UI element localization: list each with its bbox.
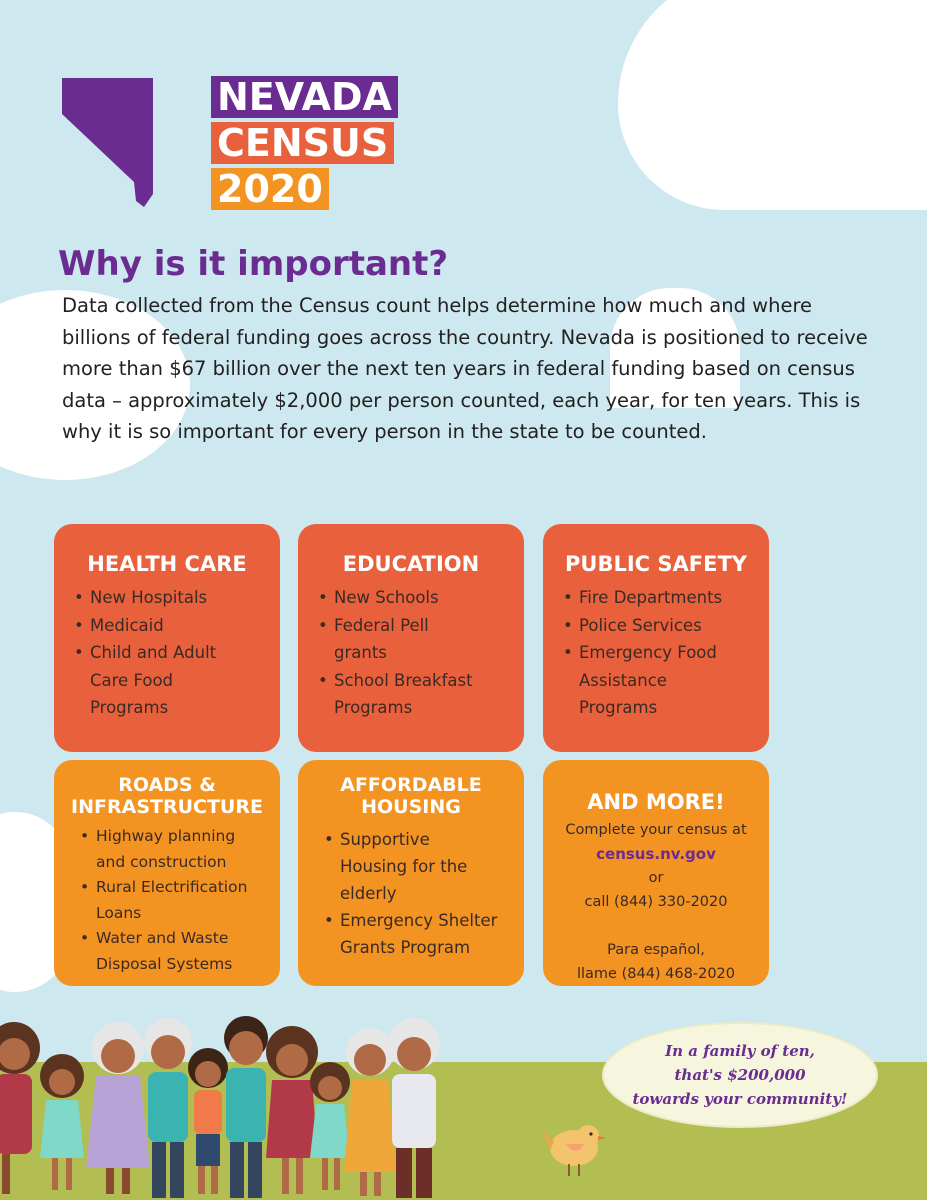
list-item: • New Schools [334, 584, 524, 612]
logo-line-census: CENSUS [211, 122, 394, 164]
spanish-line-1: Para español, [607, 942, 705, 958]
list-item: • School Breakfast Programs [334, 667, 494, 722]
card-education [298, 524, 524, 752]
intro-paragraph: Data collected from the Census count helps determine how much and where billions of federal funding goes across the country. Nevada is positioned to receive more than $67 billion over the next ten years in federal funding based on census data – approximately $2,000 per person counted, each year, for ten years. This is why it is so important for every person in the state to be counted. [62, 294, 868, 443]
card-title: EDUCATION [342, 552, 480, 576]
card-title: PUBLIC SAFETY [565, 552, 747, 576]
person-left-edge [0, 1022, 40, 1194]
list-item: • Fire Departments [579, 584, 769, 612]
card-title [298, 774, 524, 818]
list-item: • New Hospitals [90, 584, 280, 612]
card-list [298, 584, 524, 722]
phone-number: call (844) 330-2020 [584, 894, 728, 910]
card-title [54, 774, 280, 818]
card-title-line: AFFORDABLE [340, 774, 482, 796]
card-title-line: INFRASTRUCTURE [71, 796, 263, 818]
more-or-text: or [648, 870, 664, 886]
card-list [298, 826, 524, 961]
bubble-line-1: In a family of ten, [665, 1042, 815, 1060]
bird-icon [540, 1122, 610, 1178]
card-roads-infrastructure [54, 760, 280, 986]
list-item: • Medicaid [90, 612, 280, 640]
more-complete-text: Complete your census at [565, 822, 747, 838]
person-grandma-orange [344, 1028, 396, 1196]
family-illustration [0, 1008, 450, 1200]
logo-line-nevada: NEVADA [211, 76, 398, 118]
card-health-care [54, 524, 280, 752]
list-item: • Water and Waste Disposal Systems [96, 926, 256, 977]
card-title-line: ROADS & [118, 774, 216, 796]
list-item: • Emergency Shelter Grants Program [340, 907, 510, 961]
bubble-line-3: towards your community! [632, 1090, 848, 1108]
page-heading: Why is it important? [58, 244, 449, 284]
card-affordable-housing [298, 760, 524, 986]
person-girl-teal-2 [310, 1062, 350, 1190]
person-grandpa-teal [144, 1018, 192, 1198]
bubble-line-2: that's $200,000 [674, 1066, 806, 1084]
list-item: • Police Services [579, 612, 769, 640]
card-list [54, 584, 280, 722]
card-title: HEALTH CARE [87, 552, 247, 576]
person-man-teal [224, 1016, 268, 1198]
card-list [543, 584, 769, 722]
list-item: • Rural Electrification Loans [96, 875, 266, 926]
list-item: • Supportive Housing for the elderly [340, 826, 490, 907]
nevada-state-icon [58, 76, 208, 212]
card-list [54, 824, 280, 977]
logo-line-2020: 2020 [211, 168, 329, 210]
person-grandma-purple [86, 1022, 150, 1194]
card-and-more [543, 760, 769, 986]
list-item: • Highway planning and construction [96, 824, 256, 875]
spanish-phone: llame (844) 468-2020 [576, 966, 735, 982]
person-boy-orange [188, 1048, 228, 1194]
person-girl-teal-1 [40, 1054, 84, 1190]
list-item: • Emergency Food Assistance Programs [579, 639, 744, 722]
family-savings-bubble [604, 1024, 876, 1126]
card-title: AND MORE! [587, 790, 725, 814]
person-woman-red [266, 1026, 318, 1194]
list-item: • Federal Pell grants [334, 612, 454, 667]
list-item: • Child and Adult Care Food Programs [90, 639, 240, 722]
nevada-census-logo [58, 75, 392, 212]
card-public-safety [543, 524, 769, 752]
card-title-line: HOUSING [361, 796, 461, 818]
census-website-link[interactable]: census.nv.gov [596, 845, 716, 863]
